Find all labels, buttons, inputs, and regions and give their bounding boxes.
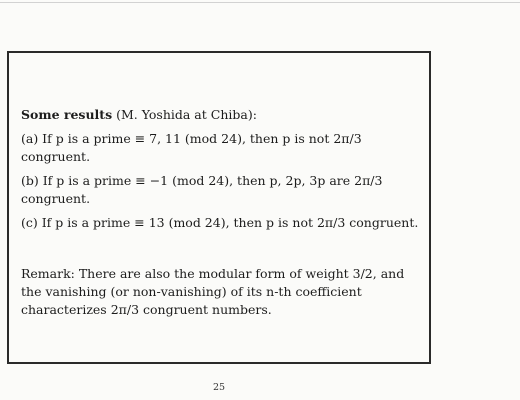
top-rule: [0, 2, 520, 3]
slide-content: [21, 106, 421, 232]
page-number: 25: [212, 382, 226, 393]
result-item-a: (a) If p is a prime ≡ 7, 11 (mod 24), then p is not 2π/3 congruent.: [21, 131, 362, 164]
result-item-c: (c) If p is a prime ≡ 13 (mod 24), then p is not 2π/3 congruent.: [21, 215, 419, 230]
remark-paragraph: Remark: There are also the modular form of weight 3/2, and the vanishing (or non-vanishing) of its n-th coefficient characterizes 2π/3 congruent numbers.: [21, 266, 405, 317]
results-heading: [21, 106, 421, 124]
results-heading-bold: Some results: [21, 107, 113, 122]
results-heading-source: (M. Yoshida at Chiba):: [112, 107, 257, 122]
result-item-b: (b) If p is a prime ≡ −1 (mod 24), then p, 2p, 3p are 2π/3 congruent.: [21, 173, 383, 206]
